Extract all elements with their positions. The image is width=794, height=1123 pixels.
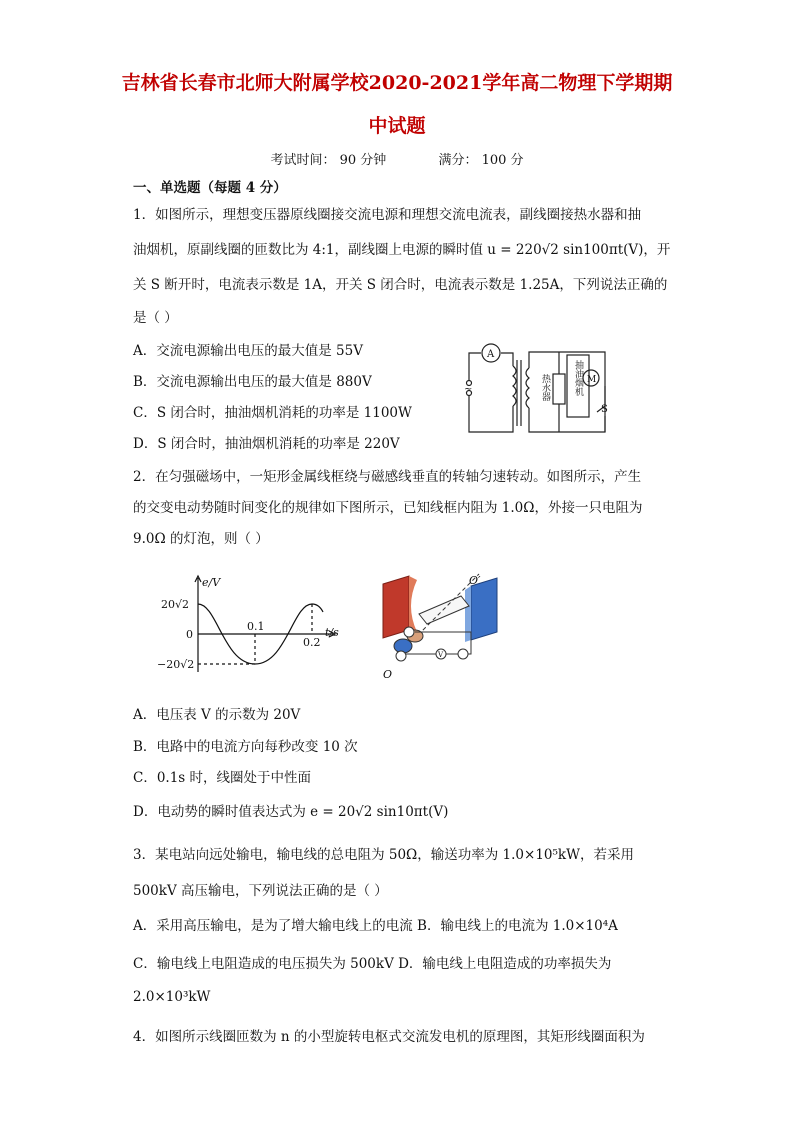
axis-o: O xyxy=(383,668,393,681)
heater-label: 热水器 xyxy=(540,374,550,401)
q2-option-a: A．电压表 V 的示数为 20V xyxy=(133,707,301,723)
q2-option-c: C．0.1s 时，线圈处于中性面 xyxy=(133,770,312,786)
q2-option-d: D．电动势的瞬时值表达式为 e = 20√2 sin10πt(V) xyxy=(133,804,449,820)
title-line-1: 吉林省长春市北师大附属学校2020-2021学年高二物理下学期期 xyxy=(121,72,673,94)
q1-option-c: C．S 闭合时，抽油烟机消耗的功率是 1100W xyxy=(133,405,412,421)
ammeter-label: A xyxy=(487,349,495,360)
q2-line-2: 的交变电动势随时间变化的规律如下图所示，已知线框内阻为 1.0Ω，外接一只电阻为 xyxy=(133,500,643,516)
q3-option-d-cont: 2.0×10³kW xyxy=(133,989,211,1005)
graph-ymin: −20√2 xyxy=(157,658,195,671)
graph-t2: 0.2 xyxy=(303,636,321,649)
q3-options-cd: C．输电线上电阻造成的电压损失为 500kV D．输电线上电阻造成的功率损失为 xyxy=(133,956,612,972)
exam-meta xyxy=(0,149,794,168)
graph-zero: 0 xyxy=(186,628,193,641)
q3-options-ab: A．采用高压输电，是为了增大输电线上的电流 B．输电线上的电流为 1.0×10⁴A xyxy=(133,918,618,934)
q2-line-3: 9.0Ω 的灯泡，则（ ） xyxy=(133,531,269,547)
title-line-2: 中试题 xyxy=(368,115,426,137)
motor-label: M xyxy=(587,375,597,385)
q1-line-1: 1．如图所示，理想变压器原线圈接交流电源和理想交流电流表，副线圈接热水器和抽 xyxy=(133,207,642,223)
transformer-circuit-figure xyxy=(455,340,615,435)
graph-ylabel: e/V xyxy=(202,576,221,589)
hood-label: 抽油烟机 xyxy=(573,360,583,396)
q1-line-4: 是（ ） xyxy=(133,310,178,326)
switch-label: S xyxy=(601,404,608,415)
axis-o-prime: O′ xyxy=(469,574,481,587)
q2-line-1: 2．在匀强磁场中，一矩形金属线框绕与磁感线垂直的转轴匀速转动。如图所示，产生 xyxy=(133,469,642,485)
source-label: ~ xyxy=(464,384,473,395)
exam-time: 考试时间： 90 分钟 xyxy=(270,153,387,168)
emf-time-graph xyxy=(155,572,345,680)
graph-xlabel: t/s xyxy=(325,626,339,639)
q2-option-b: B．电路中的电流方向每秒改变 10 次 xyxy=(133,739,358,755)
q1-option-a: A．交流电源输出电压的最大值是 55V xyxy=(133,343,363,359)
section-heading: 一、单选题（每题 4 分） xyxy=(133,180,287,196)
q1-line-2: 油烟机，原副线圈的匝数比为 4:1，副线圈上电源的瞬时值 u = 220√2 sin100πt(V)，开 xyxy=(133,242,671,258)
q1-option-d: D．S 闭合时，抽油烟机消耗的功率是 220V xyxy=(133,436,400,452)
q1-option-b: B．交流电源输出电压的最大值是 880V xyxy=(133,374,372,390)
q3-line-2: 500kV 高压输电，下列说法正确的是（ ） xyxy=(133,883,388,899)
q4-line-1: 4．如图所示线圈匝数为 n 的小型旋转电枢式交流发电机的原理图，其矩形线圈面积为 xyxy=(133,1029,645,1045)
q1-line-3: 关 S 断开时，电流表示数是 1A，开关 S 闭合时，电流表示数是 1.25A，下列说法正确的 xyxy=(133,277,668,293)
generator-figure xyxy=(375,570,515,682)
voltmeter-label: V xyxy=(438,651,444,659)
graph-t1: 0.1 xyxy=(247,620,265,633)
full-score: 满分： 100 分 xyxy=(438,153,524,168)
graph-ymax: 20√2 xyxy=(161,598,190,611)
q3-line-1: 3．某电站向远处输电，输电线的总电阻为 50Ω，输送功率为 1.0×10⁵kW，若采用 xyxy=(133,847,634,863)
